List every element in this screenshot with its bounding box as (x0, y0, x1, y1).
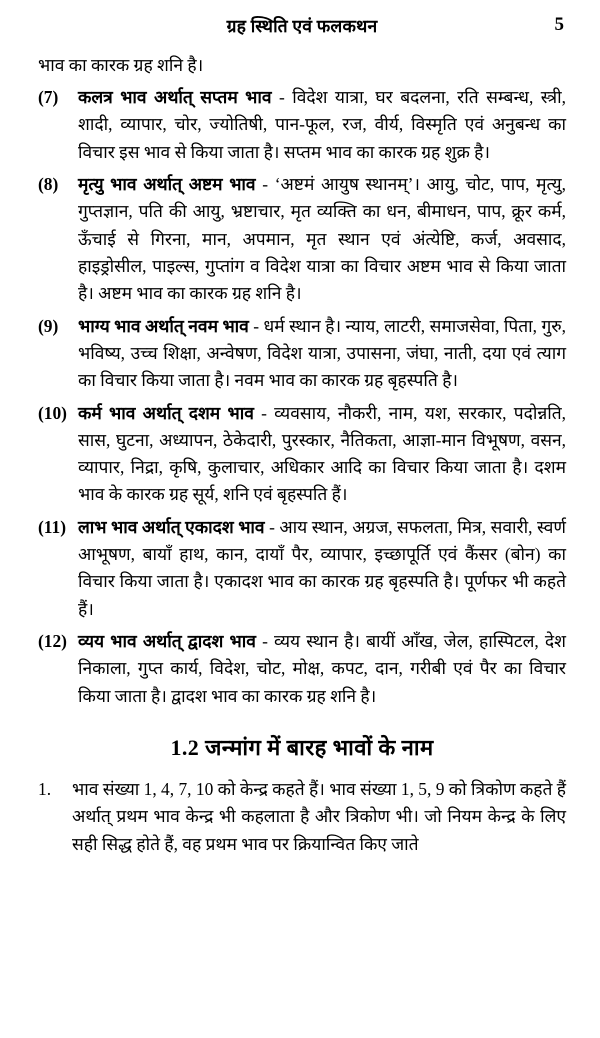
list-item (38, 514, 566, 623)
list-item (38, 313, 566, 395)
list-item-text: - ‘अष्टमं आयुष स्थानम्’। आयु, चोट, पाप, मृत्यु, गुप्तज्ञान, पति की आयु, भ्रष्टाचार, मृत व्यक्ति का धन, बीमाधन, पाप, क्रूर कर्म, ऊँचाई से गिरना, मान, अपमान, मृत स्थान एवं अंत्येष्टि, कर्ज, अवसाद, हाइड्रोसील, पाइल्स, गुप्तांग व विदेश यात्रा का विचार अष्टम भाव से किया जाता है। अष्टम भाव का कारक ग्रह शनि है। (78, 174, 566, 304)
list-item-body (78, 313, 566, 395)
list-item-body (78, 400, 566, 509)
list-item-lead: व्यय भाव अर्थात् द्वादश भाव (78, 631, 256, 652)
list-item (38, 171, 566, 308)
list-item-text: - व्यय स्थान है। बायीं आँख, जेल, हास्पिटल, देश निकाला, गुप्त कार्य, विदेश, चोट, मोक्ष, कपट, दान, गरीबी एवं पैर का विचार किया जाता है। द्वादश भाव का कारक ग्रह शनि है। (78, 631, 566, 706)
list-item-lead: लाभ भाव अर्थात् एकादश भाव (78, 516, 265, 537)
list-item-body (78, 628, 566, 710)
list-item-number: (11) (38, 516, 67, 537)
list-item-lead: कर्म भाव अर्थात् दशम भाव (78, 402, 254, 423)
list-item-body (78, 514, 566, 623)
list-item-number: (8) (38, 174, 59, 195)
list-item-lead: कलत्र भाव अर्थात् सप्तम भाव (78, 87, 272, 108)
page-title: ग्रह स्थिति एवं फलकथन (226, 16, 378, 36)
numbered-list-item-number: 1. (38, 778, 52, 799)
list-item-body (78, 171, 566, 308)
list-item (38, 84, 566, 166)
list-item-text: - व्यवसाय, नौकरी, नाम, यश, सरकार, पदोन्नति, सास, घुटना, अध्यापन, ठेकेदारी, पुरस्कार, नैतिकता, आज्ञा-मान विभूषण, वसन, व्यापार, निद्रा, कृषि, कुलाचार, अधिकार आदि का विचार किया जाता है। दशम भाव के कारक ग्रह सूर्य, शनि एवं बृहस्पति हैं। (78, 402, 566, 505)
page-number: 5 (554, 14, 564, 35)
list-item-number: (7) (38, 87, 59, 108)
section-heading: 1.2 जन्मांग में बारह भावों के नाम (170, 734, 434, 760)
list-item-number: (12) (38, 631, 67, 652)
list-item (38, 628, 566, 710)
numbered-list-item-text: भाव संख्या 1, 4, 7, 10 को केन्द्र कहते हैं। भाव संख्या 1, 5, 9 को त्रिकोण कहते हैं अर्थात् प्रथम भाव केन्द्र भी कहलाता है और त्रिकोण भी। जो नियम केन्द्र के लिए सही सिद्ध होते हैं, वह प्रथम भाव पर क्रियान्वित किए जाते (72, 778, 566, 854)
list-item-text: - धर्म स्थान है। न्याय, लाटरी, समाजसेवा, पिता, गुरु, भविष्य, उच्च शिक्षा, अन्वेषण, विदेश यात्रा, उपासना, जंघा, नाती, दया एवं त्याग का विचार किया जाता है। नवम भाव का कारक ग्रह बृहस्पति है। (78, 315, 566, 391)
page-header (38, 14, 566, 48)
list-item-text: - आय स्थान, अग्रज, सफलता, मित्र, सवारी, स्वर्ण आभूषण, बायाँ हाथ, कान, दायाँ पैर, व्यापार, इच्छापूर्ति एवं कैंसर (बोन) का विचार किया जाता है। एकादश भाव का कारक ग्रह बृहस्पति है। पूर्णफर भी कहते हैं। (78, 516, 566, 619)
numbered-list-item (38, 776, 566, 858)
list-item-text: - विदेश यात्रा, घर बदलना, रति सम्बन्ध, स्त्री, शादी, व्यापार, चोर, ज्योतिषी, पान-फूल, रज, वीर्य, विस्मृति एवं अनुबन्ध का विचार इस भाव से किया जाता है। सप्तम भाव का कारक ग्रह शुक्र है। (78, 87, 566, 162)
list-item-body (78, 84, 566, 166)
list-item (38, 400, 566, 509)
list-item-number: (10) (38, 402, 67, 423)
lead-paragraph: भाव का कारक ग्रह शनि है। (38, 55, 204, 75)
list-item-lead: भाग्य भाव अर्थात् नवम भाव (78, 315, 249, 336)
list-item-lead: मृत्यु भाव अर्थात् अष्टम भाव (78, 174, 256, 195)
list-item-number: (9) (38, 315, 59, 336)
